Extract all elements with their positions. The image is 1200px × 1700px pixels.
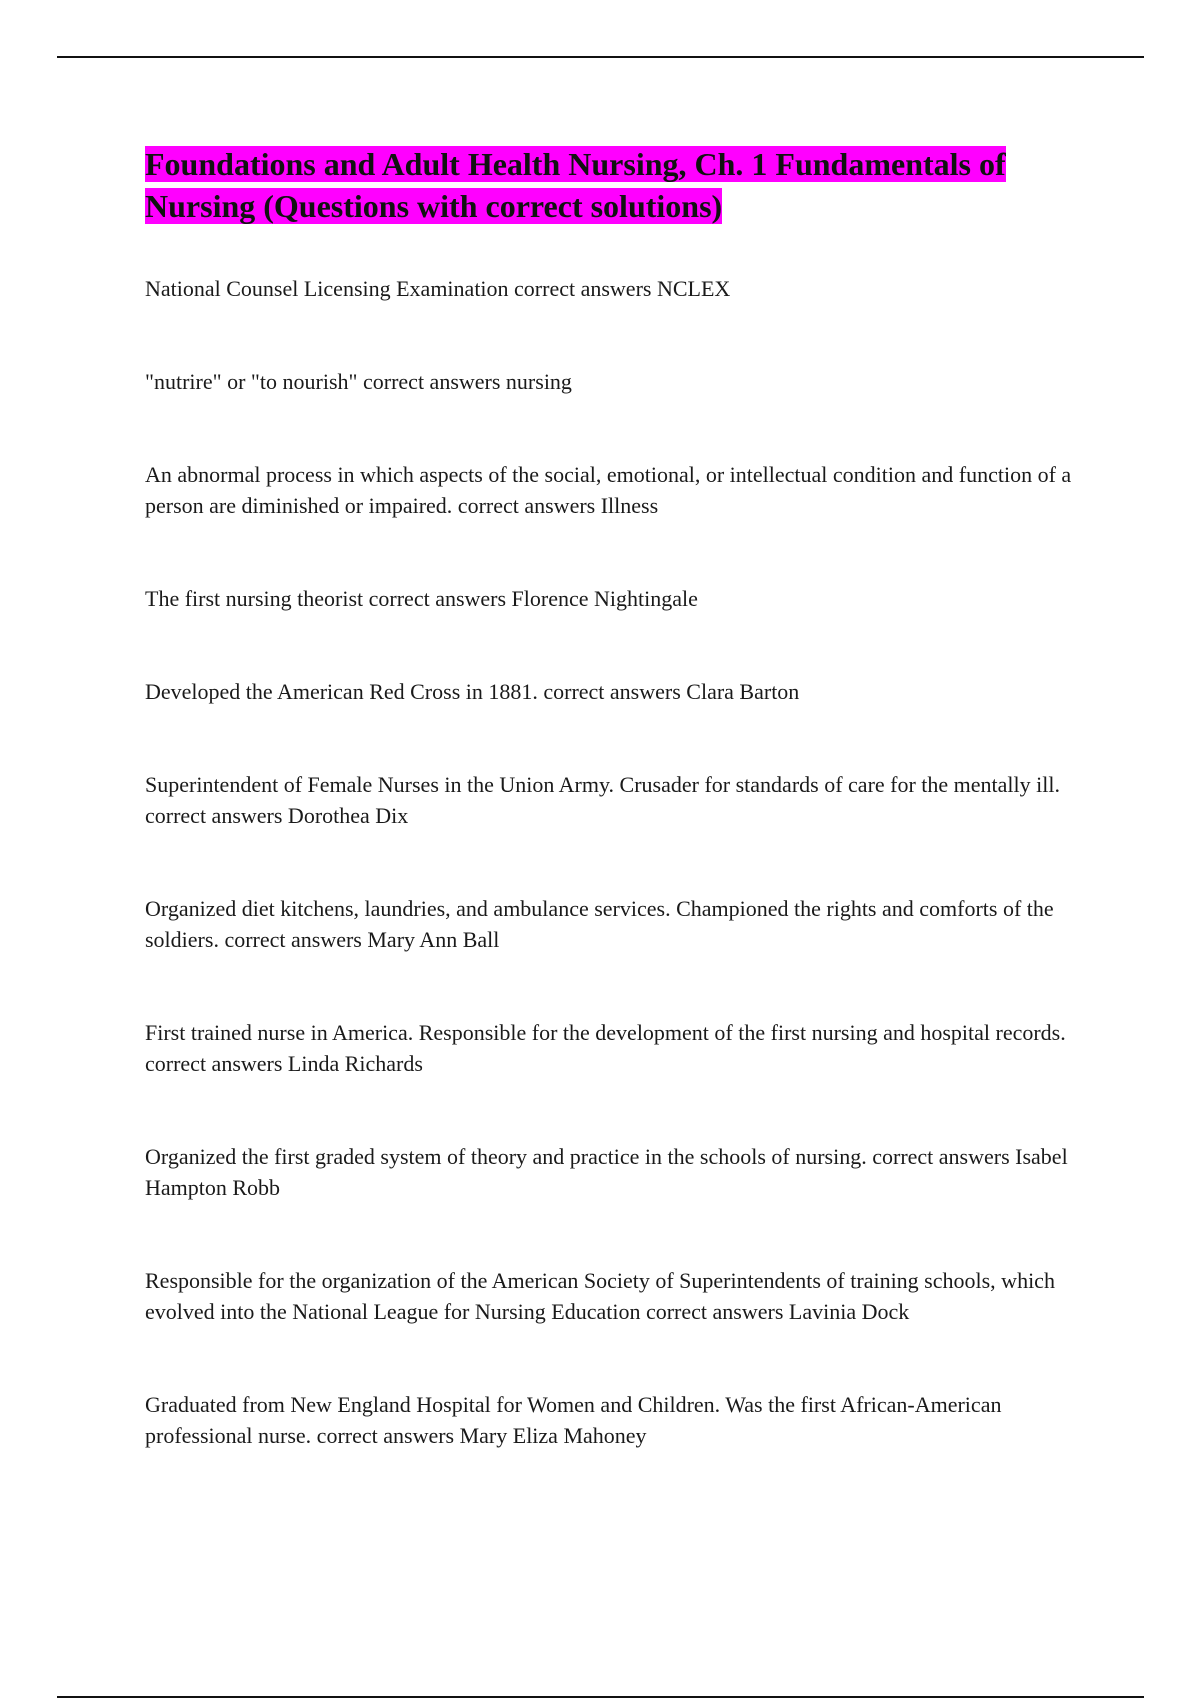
qa-item-florence-nightingale: The first nursing theorist correct answers Florence Nightingale: [145, 586, 698, 611]
qa-item-linda-richards: First trained nurse in America. Responsible for the development of the first nursing and hospital records. correct answers Linda Richards: [145, 1020, 1066, 1076]
qa-item-lavinia-dock: Responsible for the organization of the American Society of Superintendents of training schools, which evolved into the National League for Nursing Education correct answers Lavinia Dock: [145, 1268, 1055, 1324]
qa-item-mary-eliza-mahoney: Graduated from New England Hospital for Women and Children. Was the first African-American professional nurse. correct answers Mary Eliza Mahoney: [145, 1392, 1002, 1448]
bottom-rule: [57, 1696, 1144, 1698]
qa-item-nursing: "nutrire" or "to nourish" correct answers nursing: [145, 369, 572, 394]
qa-item-dorothea-dix: Superintendent of Female Nurses in the Union Army. Crusader for standards of care for the mentally ill. correct answers Dorothea Dix: [145, 772, 1060, 828]
qa-item-mary-ann-ball: Organized diet kitchens, laundries, and ambulance services. Championed the rights and comforts of the soldiers. correct answers Mary Ann Ball: [145, 896, 1054, 952]
qa-item-nclex: National Counsel Licensing Examination correct answers NCLEX: [145, 276, 731, 301]
top-rule: [57, 56, 1144, 58]
document-title: [145, 143, 1085, 227]
qa-item-clara-barton: Developed the American Red Cross in 1881. correct answers Clara Barton: [145, 679, 800, 704]
document-body: [145, 143, 1085, 1451]
qa-item-isabel-hampton-robb: Organized the first graded system of theory and practice in the schools of nursing. correct answers Isabel Hampton Robb: [145, 1144, 1068, 1200]
title-highlight: Foundations and Adult Health Nursing, Ch. 1 Fundamentals of Nursing (Questions with correct solutions): [145, 146, 1006, 224]
qa-item-illness: An abnormal process in which aspects of the social, emotional, or intellectual condition and function of a person are diminished or impaired. correct answers Illness: [145, 462, 1072, 518]
